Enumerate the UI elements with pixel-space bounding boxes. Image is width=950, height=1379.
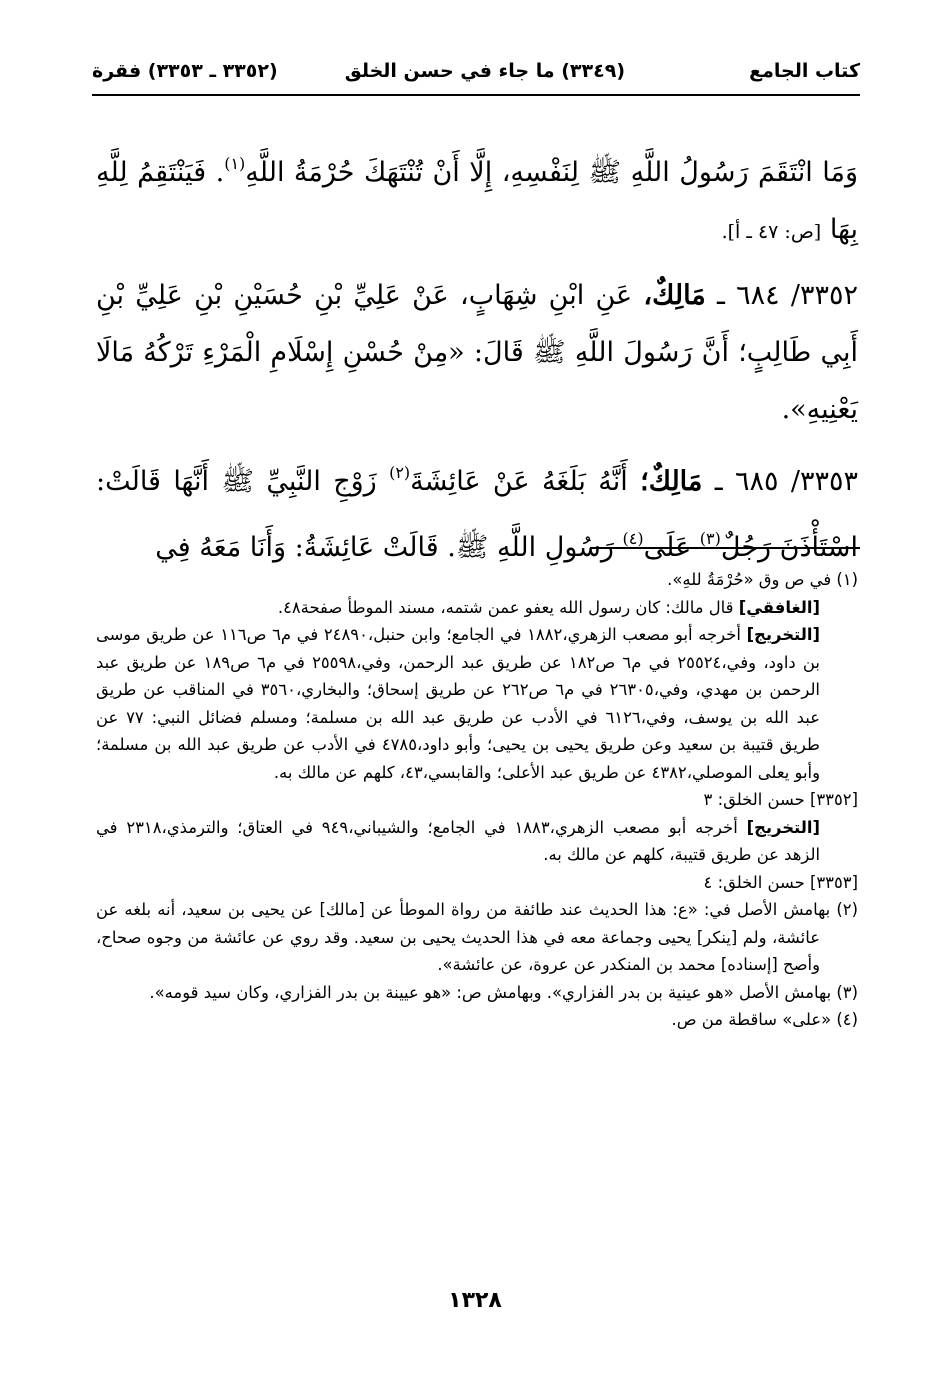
hadith-continuation: وَمَا انْتَقَمَ رَسُولُ اللَّهِ ﷺ لِنَفْسِهِ، إِلَّا أَنْ تُنْتَهَكَ حُرْمَةُ اللَّهِ$^{(١)}$. فَيَنْتَقِمُ لِلَّهِ بِهَا [ص: ٤٧ ـ أ]. (96, 154, 858, 245)
page-number: ١٣٢٨ (448, 1288, 502, 1313)
footnote-1-ghafiqi: [الغافقي] قال مالك: كان رسول الله يعفو عمن شتمه، مسند الموطأ صفحة٤٨. (277, 597, 820, 617)
note-3352-head: [٣٣٥٢] حسن الخلق: ٣ (703, 790, 858, 809)
section-tag: [التخريج] (746, 817, 820, 837)
note-3353-head: [٣٣٥٣] حسن الخلق: ٤ (703, 872, 858, 892)
manuscript-ref: [ص: ٤٧ ـ أ]. (721, 221, 822, 243)
footnote-divider (590, 547, 860, 549)
footnote-1-takhrij: [التخريج] أخرجه أبو مصعب الزهري،١٨٨٢ في الجامع؛ وابن حنبل،٢٤٨٩٠ في م٦ ص١١٦ عن طريق موسى بن داود، وفي،٢٥٥٢٤ في م٦ ص١٨٢ عن طريق عبد الرحمن، وفي،٢٥٥٩٨ في م٦ ص١٨٩ عن طريق عبد الرحمن بن مهدي، وفي،٢٦٣٠٥ في م٦ ص٢٦٢ عن طريق إسحاق؛ والبخاري،٣٥٦٠ في المناقب عن طريق عبد الله بن يوسف، وفي،٦١٢٦ في الأدب عن طريق عبد الله بن مسلمة؛ ومسلم فضائل النبي: ٧٧ عن طريق قتيبة بن سعيد وعن طريق يحيى بن يحيى؛ وأبو داود،٤٧٨٥ في الأدب عن طريق عبد الله بن مسلمة؛ وأبو يعلى الموصلي،٤٣٨٢ عن طريق عبد الأعلى؛ والقابسي،٤٣، كلهم عن مالك به. (96, 625, 820, 782)
footnote-2: (٢) بهامش الأصل في: «ع: هذا الحديث عند طائفة من رواة الموطأ عن [مالك] عن يحيى بن سعيد، أنه بلغه عن عائشة، ولم [ينكر] يحيى وجماعة معه في هذا الحديث يحيى بن سعيد. وقد روي عن عائشة من وجوه صحاح، وأصح [إسناده] محمد بن المنكدر عن عروة، عن عائشة». (96, 900, 858, 974)
hadith-3353: ٣٣٥٣/ ٦٨٥ ـ مَالِكٌ؛ أَنَّهُ بَلَغَهُ عَنْ عَائِشَةَ$^{(٢)}$ زَوْجِ النَّبِيِّ ﷺ أَنَّهَا قَالَتْ: اسْتَأْذَنَ رَجُلٌ$^{(٣)}$ عَلَى$^{(٤)}$ رَسُولِ اللَّهِ ﷺ. قَالَتْ عَائِشَةُ: وَأَنَا مَعَهُ فِي (96, 463, 858, 563)
narrator-name: مَالِكٌ؛ (640, 466, 703, 497)
main-text (96, 135, 858, 576)
section-tag: [الغافقي] (738, 597, 820, 617)
hadith-3352 (96, 267, 858, 438)
footnote-ref-2[interactable]: (٢) (389, 463, 411, 482)
header-paragraph-range: (٣٣٥٢ ـ ٣٣٥٣) فقرة (92, 60, 278, 82)
hadith-number: ٣٣٥٢/ ٦٨٤ ـ (717, 280, 858, 311)
note-3352-takhrij: [التخريج] أخرجه أبو مصعب الزهري،١٨٨٣ في الجامع؛ والشيباني،٩٤٩ في العتاق؛ والترمذي،٢٣١٨ في الزهد عن طريق قتيبة، كلهم عن مالك به. (96, 817, 820, 864)
footnote-ref-1[interactable]: (١) (224, 154, 246, 173)
footnotes (96, 566, 858, 1034)
footnote-1-lead: (١) في ص وق «حُرْمَةُ للهِ». (667, 570, 858, 589)
footnote-ref-4[interactable]: (٤) (622, 529, 644, 548)
header-chapter-title: (٣٣٤٩) ما جاء في حسن الخلق (344, 60, 625, 82)
footnote-3: (٣) بهامش الأصل «هو عينية بن بدر الفزاري». وبهامش ص: «هو عيينة بن بدر الفزاري، وكان سيد قومه». (149, 982, 858, 1002)
footnote-4: (٤) «على» ساقطة من ص. (671, 1010, 858, 1029)
hadith-text: عَنِ ابْنِ شِهَابٍ، عَنْ عَلِيِّ بْنِ حُسَيْنِ بْنِ عَلِيِّ بْنِ أَبِي طَالِبٍ؛ أَنَّ رَسُولَ اللَّهِ ﷺ قَالَ: «مِنْ حُسْنِ إِسْلَامِ الْمَرْءِ تَرْكُهُ مَالَا يَعْنِيهِ». (96, 280, 858, 425)
header-book-title: كتاب الجامع (749, 60, 860, 82)
narrator-name: مَالِكٌ، (643, 280, 706, 311)
running-header (92, 58, 860, 96)
section-tag: [التخريج] (746, 625, 820, 644)
footnote-ref-3[interactable]: (٣) (699, 529, 721, 548)
hadith-number: ٣٣٥٣/ ٦٨٥ ـ (714, 466, 858, 497)
